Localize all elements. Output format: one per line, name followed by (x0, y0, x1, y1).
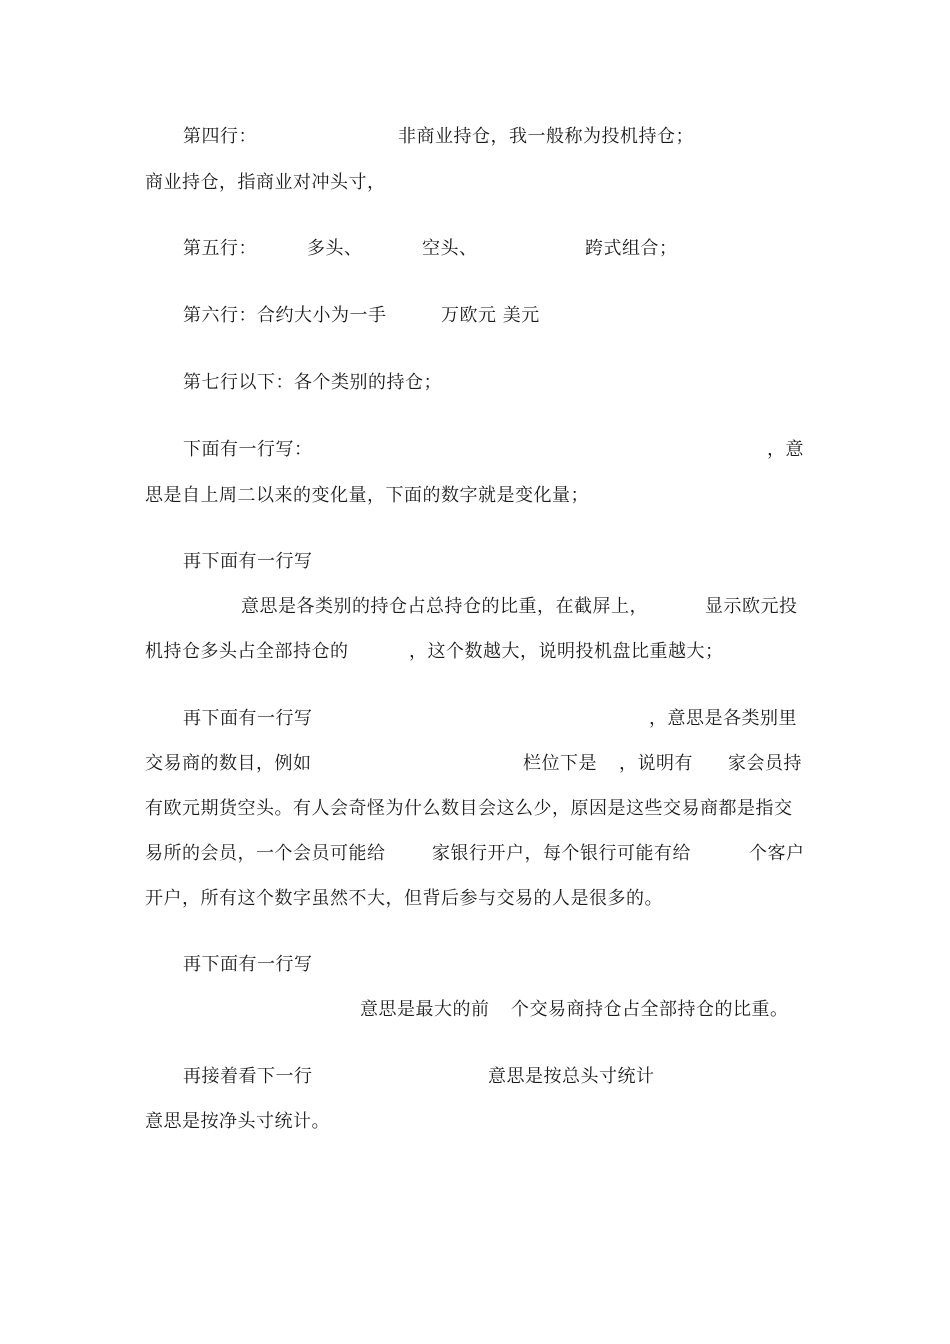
change-comma: ，意 (767, 439, 804, 460)
row5-long: 多头、 (307, 238, 363, 259)
next-net: 意思是按净头寸统计。 (145, 1111, 330, 1132)
pct-line2b: ，这个数越大，说明投机盘比重越大； (409, 641, 724, 662)
row5-short: 空头、 (422, 238, 478, 259)
concentration-a: 意思是最大的前 (360, 999, 490, 1020)
traders-line4c: 个客户 (749, 843, 805, 864)
traders-line4a: 易所的会员，一个会员可能给 (145, 843, 386, 864)
row7-text: 第七行以下：各个类别的持仓； (183, 372, 442, 393)
pct-line1b: 显示欧元投 (705, 596, 798, 617)
change-lead: 下面有一行写： (183, 439, 313, 460)
concentration-b: 个交易商持仓占全部持仓的比重。 (511, 999, 789, 1020)
traders-line2d: 家会员持 (728, 753, 802, 774)
traders-lead: 再下面有一行写 (183, 708, 313, 729)
next-gross: 意思是按总头寸统计 (488, 1066, 655, 1087)
traders-line5: 开户，所有这个数字虽然不大，但背后参与交易的人是很多的。 (145, 888, 663, 909)
traders-line2a: 交易商的数目，例如 (145, 753, 312, 774)
next-lead: 再接着看下一行 (183, 1066, 313, 1087)
row4-label: 第四行： (183, 126, 257, 147)
pct-line1a: 意思是各类别的持仓占总持仓的比重，在截屏上， (241, 596, 648, 617)
traders-line2b: 栏位下是 (523, 753, 597, 774)
pct-lead: 再下面有一行写 (183, 551, 313, 572)
row6-text: 第六行：合约大小为一手 (183, 305, 387, 326)
row4-text: 非商业持仓，我一般称为投机持仓； (398, 126, 694, 147)
traders-line3: 有欧元期货空头。有人会奇怪为什么数目会这么少，原因是这些交易商都是指交 (145, 798, 793, 819)
row6-units: 万欧元 美元 (441, 305, 540, 326)
traders-tail: ，意思是各类别里 (649, 708, 797, 729)
traders-line4b: 家银行开户，每个银行可能有给 (432, 843, 691, 864)
row5-label: 第五行： (183, 238, 257, 259)
row5-spread: 跨式组合； (585, 238, 678, 259)
concentration-lead: 再下面有一行写 (183, 954, 313, 975)
traders-line2c: ，说明有 (619, 753, 693, 774)
row4-commercial: 商业持仓，指商业对冲头寸， (145, 172, 386, 193)
change-meaning: 思是自上周二以来的变化量，下面的数字就是变化量； (145, 485, 589, 506)
pct-line2a: 机持仓多头占全部持仓的 (145, 641, 349, 662)
